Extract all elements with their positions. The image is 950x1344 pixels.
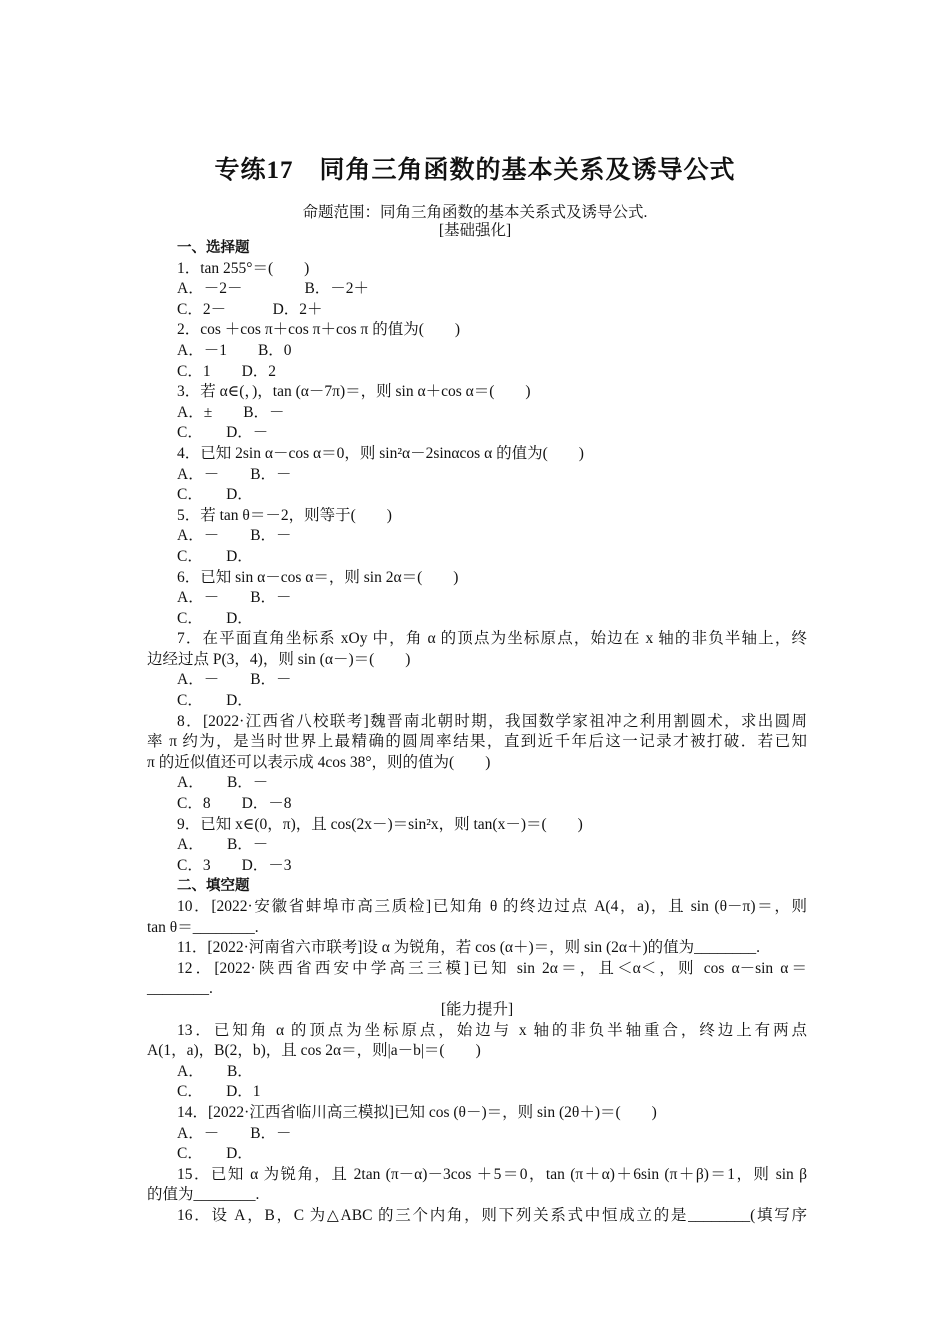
text-line: C． D． [177,1145,253,1163]
text-line: C． D． [177,547,253,565]
text-line: A． B．－ [177,836,269,854]
scope-line: 命题范围：同角三角函数的基本关系式及诱导公式. [302,204,648,221]
text-line: A．－ B．－ [177,671,292,689]
text-line: A．－2－ B．－2＋ [177,280,370,298]
text-line: 6．已知 sin α－cos α＝，则 sin 2α＝( ) [177,568,459,586]
text-line: A． B．－ [177,774,269,792]
question-body [147,238,807,1227]
basic-section-label: [基础强化] [438,222,512,239]
text-line: A．－ B．－ [177,589,292,607]
text-line: C． D．1 [177,1083,261,1101]
text-line: π 的近似值还可以表示成 4cos 38°，则的值为( ) [147,753,491,771]
text-line: [能力提升] [440,1000,514,1018]
text-line: C．8 D．－8 [177,795,292,813]
text-line: 率 π 约为，是当时世界上最精确的圆周率结果，直到近千年后这一记录才被打破．若已知 [147,733,807,751]
text-line: 10．[2022·安徽省蚌埠市高三质检]已知角 θ 的终边过点 A(4，a)，且 sin (θ－π)＝，则 [177,898,807,915]
text-line: 3．若 α∈(，)，tan (α－7π)＝，则 sin α＋cos α＝( ) [177,383,531,401]
text-line: 11．[2022·河南省六市联考]设 α 为锐角，若 cos (α＋)＝，则 sin (2α＋)的值为________. [177,939,761,957]
text-line: C． D． [177,609,253,627]
text-line: ________. [147,980,213,998]
text-line: 2．cos ＋cos π＋cos π＋cos π 的值为( ) [177,321,461,339]
text-line: C． D． [177,486,253,504]
text-line: tan θ＝________. [147,918,259,936]
text-line: A．－ B．－ [177,527,292,545]
text-line: 二、填空题 [177,878,250,895]
text-line: 7．在平面直角坐标系 xOy 中，角 α 的顶点为坐标原点，始边在 x 轴的非负半轴上，终 [177,630,807,648]
text-line: 13．已知角 α 的顶点为坐标原点，始边与 x 轴的非负半轴重合，终边上有两点 [177,1021,807,1039]
text-line: 9．已知 x∈(0，π)，且 cos(2x－)＝sin²x，则 tan(x－)＝( ) [177,815,583,833]
text-line: 1．tan 255°＝( ) [177,259,310,277]
text-line: 12．[2022·陕西省西安中学高三三模]已知 sin 2α＝，且＜α＜，则 cos α－sin α＝ [177,959,807,977]
text-line: C． D． [177,692,253,710]
text-line: 4．已知 2sin α－cos α＝0，则 sin²α－2sinαcos α 的值为( ) [177,444,584,462]
text-line: A．－ B．－ [177,1124,292,1142]
text-line: 5．若 tan θ＝－2，则等于( ) [177,506,392,524]
text-line: A(1，a)，B(2，b)，且 cos 2α＝，则|a－b|＝( ) [147,1042,481,1060]
text-line: 14．[2022·江西省临川高三模拟]已知 cos (θ－)＝，则 sin (2θ＋)＝( ) [177,1103,657,1121]
text-line: 15．已知 α 为锐角，且 2tan (π－α)－3cos ＋5＝0，tan (π＋α)＋6sin (π＋β)＝1，则 sin β [177,1165,807,1183]
text-line: A．－1 B．0 [177,341,292,359]
text-line: A．± B．－ [177,403,285,421]
text-line: C．3 D．－3 [177,856,292,874]
text-line: 一、选择题 [177,240,250,256]
text-line: C． D．－ [177,424,269,442]
text-line: C．1 D．2 [177,362,277,380]
text-line: A． B． [177,1062,253,1080]
text-line: A．－ B．－ [177,465,292,483]
page-title: 专练17 同角三角函数的基本关系及诱导公式 [214,157,736,184]
text-line: 边经过点 P(3，4)，则 sin (α－)＝( ) [147,650,411,668]
text-line: 的值为________. [147,1186,260,1204]
text-line: 8．[2022·江西省八校联考]魏晋南北朝时期，我国数学家祖冲之利用割圆术，求出圆周 [177,712,807,730]
text-line: 16．设 A，B，C 为△ABC 的三个内角，则下列关系式中恒成立的是________(填写序 [177,1206,807,1224]
text-line: C．2－ D．2＋ [177,300,323,318]
